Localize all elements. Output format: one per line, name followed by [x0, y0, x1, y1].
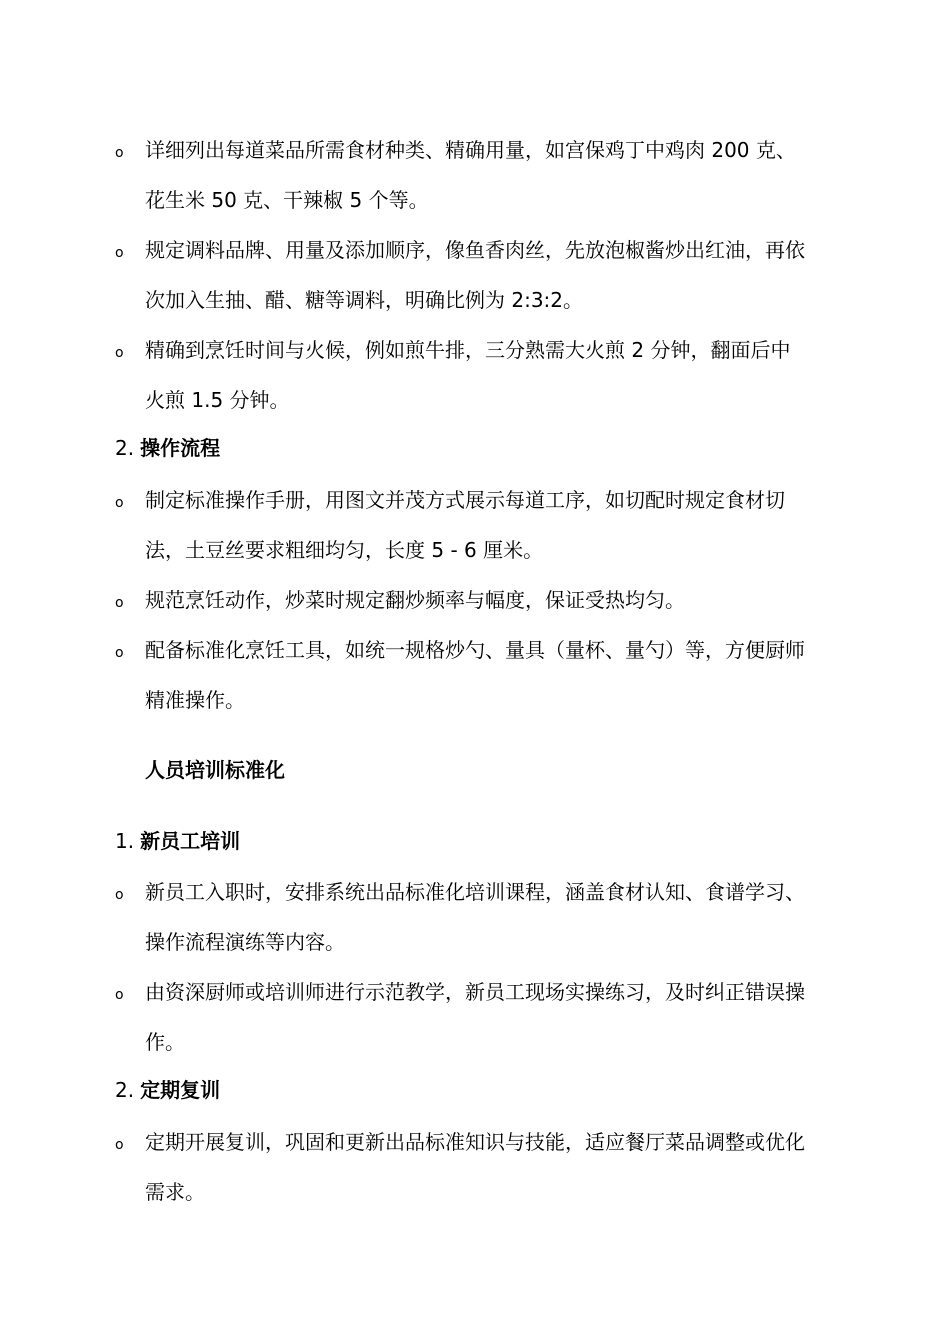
list-item-text: 新员工入职时，安排系统出品标准化培训课程，涵盖食材认知、食谱学习、操作流程演练等内容。 — [145, 880, 805, 954]
list-item — [115, 967, 810, 1067]
list-item — [115, 1117, 810, 1217]
heading-text: 新员工培训 — [140, 829, 241, 853]
list-item-text: 由资深厨师或培训师进行示范教学，新员工现场实操练习，及时纠正错误操作。 — [145, 980, 805, 1054]
list-item-text: 详细列出每道菜品所需食材种类、精确用量，如宫保鸡丁中鸡肉 200 克、花生米 50 克、干辣椒 5 个等。 — [145, 138, 796, 212]
list-item-text: 规范烹饪动作，炒菜时规定翻炒频率与幅度，保证受热均匀。 — [145, 588, 685, 612]
list-item — [115, 867, 810, 967]
list-item-text: 制定标准操作手册，用图文并茂方式展示每道工序，如切配时规定食材切法，土豆丝要求粗细均匀，长度 5 - 6 厘米。 — [145, 488, 785, 562]
list-item — [115, 575, 810, 625]
heading-text: 定期复训 — [140, 1078, 221, 1102]
bullet-marker: o — [115, 887, 124, 903]
numbered-heading — [115, 433, 220, 463]
heading-text: 操作流程 — [140, 436, 221, 460]
bullet-marker: o — [115, 987, 124, 1003]
list-item — [115, 625, 810, 725]
bullet-marker: o — [115, 345, 124, 361]
bullet-marker: o — [115, 645, 124, 661]
bullet-marker: o — [115, 145, 124, 161]
section-title: 人员培训标准化 — [145, 758, 285, 782]
heading-number: 1. — [115, 829, 135, 853]
heading-number: 2. — [115, 436, 135, 460]
bullet-marker: o — [115, 595, 124, 611]
list-item-text: 规定调料品牌、用量及添加顺序，像鱼香肉丝，先放泡椒酱炒出红油，再依次加入生抽、醋、糖等调料，明确比例为 2:3:2。 — [145, 238, 805, 312]
list-item — [115, 225, 810, 325]
list-item-text: 配备标准化烹饪工具，如统一规格炒勺、量具（量杯、量勺）等，方便厨师精准操作。 — [145, 638, 805, 712]
heading-number: 2. — [115, 1078, 135, 1102]
bullet-marker: o — [115, 1137, 124, 1153]
bullet-marker: o — [115, 245, 124, 261]
list-item — [115, 475, 810, 575]
list-item — [115, 125, 810, 225]
list-item-text: 精确到烹饪时间与火候，例如煎牛排，三分熟需大火煎 2 分钟，翻面后中火煎 1.5 分钟。 — [145, 338, 791, 412]
numbered-heading — [115, 826, 240, 856]
list-item-text: 定期开展复训，巩固和更新出品标准知识与技能，适应餐厅菜品调整或优化需求。 — [145, 1130, 805, 1204]
list-item — [115, 325, 810, 425]
numbered-heading — [115, 1075, 220, 1105]
bullet-marker: o — [115, 495, 124, 511]
